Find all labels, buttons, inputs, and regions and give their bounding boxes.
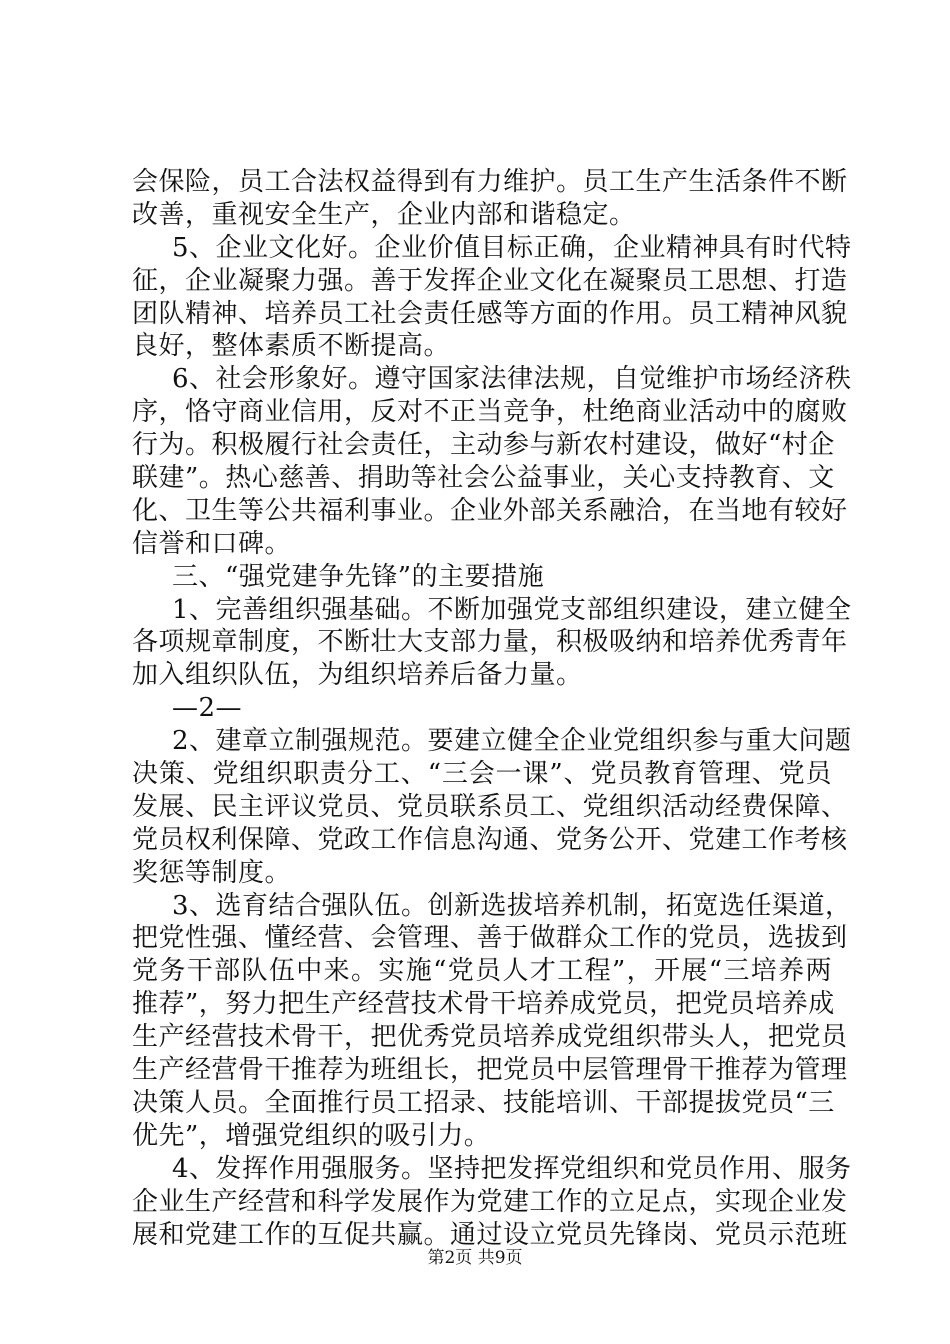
- paragraph-start-line: 3、选育结合强队伍。创新选拔培养机制，拓宽选任渠道，: [172, 890, 852, 921]
- paragraph-start-line: 4、发挥作用强服务。坚持把发挥党组织和党员作用、服务: [172, 1153, 852, 1184]
- paragraph-start-line: 1、完善组织强基础。不断加强党支部组织建设，建立健全: [172, 594, 852, 625]
- text-line: 党员权利保障、党政工作信息沟通、党务公开、党建工作考核: [132, 824, 848, 855]
- text-line: 序，恪守商业信用，反对不正当竞争，杜绝商业活动中的腐败: [132, 397, 848, 428]
- text-line: 各项规章制度，不断壮大支部力量，积极吸纳和培养优秀青年: [132, 627, 848, 658]
- text-line: 展和党建工作的互促共赢。通过设立党员先锋岗、党员示范班: [132, 1219, 848, 1250]
- text-line: 决策、党组织职责分工、“三会一课”、党员教育管理、党员: [132, 759, 832, 790]
- paragraph-start-line: 2、建章立制强规范。要建立健全企业党组织参与重大问题: [172, 726, 852, 757]
- text-line: 行为。积极履行社会责任，主动参与新农村建设，做好“村企: [132, 430, 835, 461]
- page-footer: [0, 1243, 950, 1268]
- section-heading: 三、“强党建争先锋”的主要措施: [172, 561, 545, 592]
- text-line: 良好，整体素质不断提高。: [132, 331, 451, 362]
- text-line: 加入组织队伍，为组织培养后备力量。: [132, 660, 583, 691]
- text-line: 征，企业凝聚力强。善于发挥企业文化在凝聚员工思想、打造: [132, 265, 848, 296]
- text-line: 企业生产经营和科学发展作为党建工作的立足点，实现企业发: [132, 1186, 848, 1217]
- document-body: [132, 166, 852, 1251]
- text-line: 团队精神、培养员工社会责任感等方面的作用。员工精神风貌: [132, 298, 848, 329]
- text-line: 生产经营技术骨干，把优秀党员培养成党组织带头人，把党员: [132, 1022, 848, 1053]
- inline-page-number: —2—: [172, 693, 243, 724]
- text-line: 改善，重视安全生产，企业内部和谐稳定。: [132, 199, 636, 230]
- text-line: 化、卫生等公共福利事业。企业外部关系融洽，在当地有较好: [132, 495, 848, 526]
- text-line: 信誉和口碑。: [132, 528, 292, 559]
- text-line: 把党性强、懂经营、会管理、善于做群众工作的党员，选拔到: [132, 923, 848, 954]
- page-number-label: 第2页 共9页: [427, 1248, 523, 1268]
- text-line: 奖惩等制度。: [132, 857, 292, 888]
- text-line: 生产经营骨干推荐为班组长，把党员中层管理骨干推荐为管理: [132, 1055, 848, 1086]
- text-line: 推荐”，努力把生产经营技术骨干培养成党员，把党员培养成: [132, 989, 835, 1020]
- text-line: 决策人员。全面推行员工招录、技能培训、干部提拔党员“三: [132, 1087, 835, 1118]
- text-line: 会保险，员工合法权益得到有力维护。员工生产生活条件不断: [132, 167, 848, 197]
- text-line: 联建”。热心慈善、捐助等社会公益事业，关心支持教育、文: [132, 463, 835, 494]
- paragraph-start-line: 5、企业文化好。企业价值目标正确，企业精神具有时代特: [172, 232, 852, 263]
- paragraph-start-line: 6、社会形象好。遵守国家法律法规，自觉维护市场经济秩: [172, 364, 852, 395]
- text-line: 优先”，增强党组织的吸引力。: [132, 1120, 491, 1151]
- text-line: 党务干部队伍中来。实施“党员人才工程”，开展“三培养两: [132, 956, 832, 987]
- text-line: 发展、民主评议党员、党员联系员工、党组织活动经费保障、: [132, 791, 848, 822]
